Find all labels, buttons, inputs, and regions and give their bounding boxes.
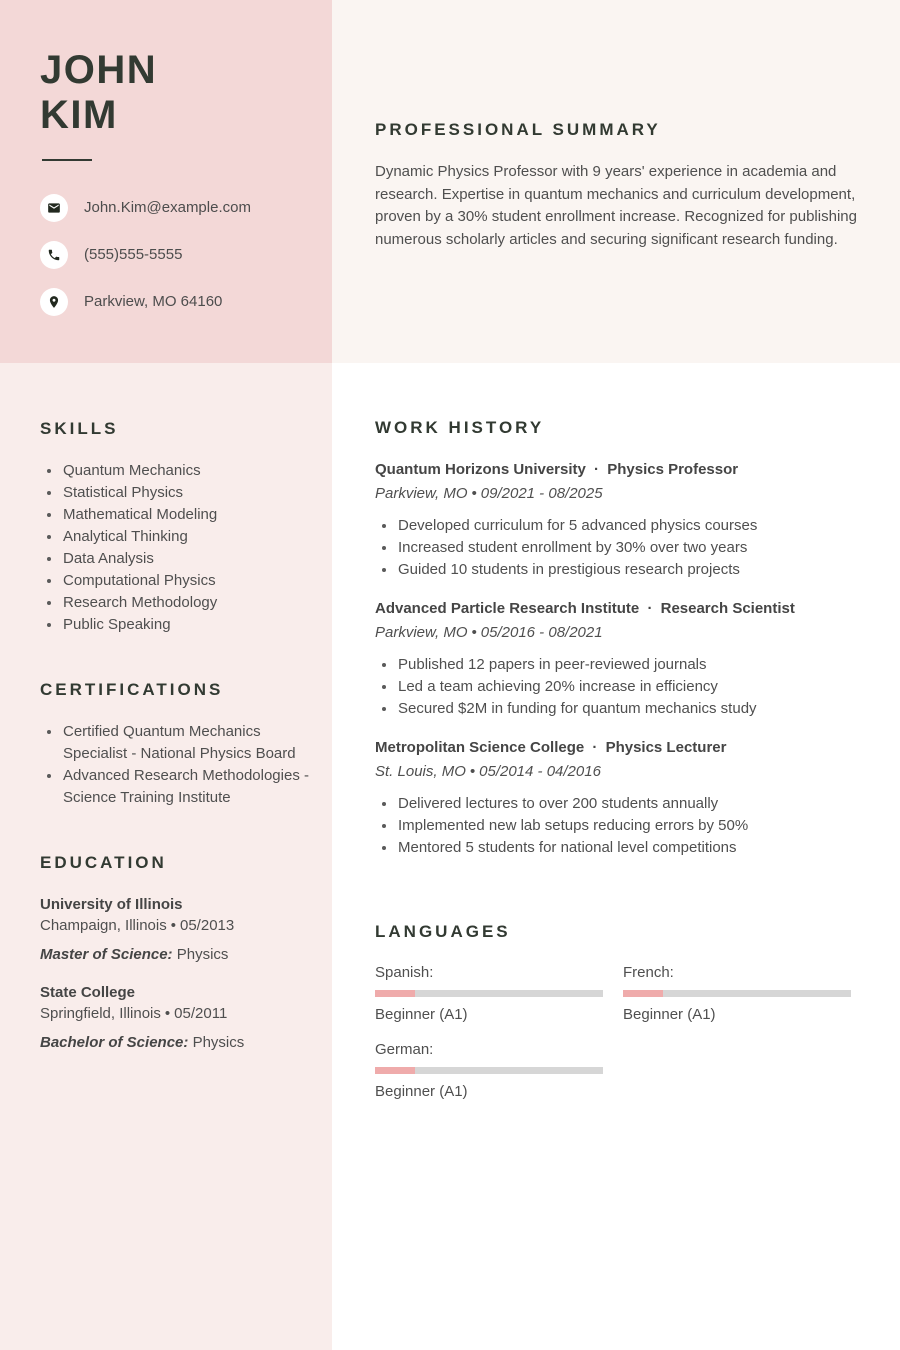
skills-list — [40, 460, 310, 636]
meta-separator: • — [471, 485, 477, 502]
language-level-fill — [375, 1067, 415, 1074]
certification-item: Advanced Research Methodologies - Science Training Institute — [40, 765, 310, 809]
job-entry — [375, 737, 866, 859]
job-meta — [375, 483, 866, 504]
education-meta — [40, 915, 310, 936]
job-dates: 09/2021 - 08/2025 — [480, 485, 603, 502]
education-date: 05/2011 — [174, 1005, 228, 1022]
education-entry — [40, 982, 310, 1051]
certifications-heading: CERTIFICATIONS — [40, 680, 224, 699]
education-heading: EDUCATION — [40, 853, 167, 872]
work-history-section — [375, 418, 866, 859]
title-separator: · — [647, 600, 653, 617]
skill-item: Data Analysis — [40, 548, 310, 570]
job-meta — [375, 761, 866, 782]
job-role: Physics Professor — [607, 461, 739, 478]
language-item — [375, 963, 603, 1025]
job-title — [375, 598, 866, 620]
job-bullet: Guided 10 students in prestigious research projects — [375, 559, 866, 581]
job-company: Metropolitan Science College — [375, 739, 585, 756]
job-bullet-list — [375, 654, 866, 720]
job-entry — [375, 598, 866, 720]
skill-item: Research Methodology — [40, 592, 310, 614]
certifications-section — [40, 680, 310, 809]
degree-label: Master of Science: — [40, 946, 173, 963]
education-location: Champaign, Illinois — [40, 917, 167, 934]
language-level-bar — [375, 990, 603, 997]
meta-separator: • — [164, 1005, 171, 1022]
title-separator: · — [592, 739, 598, 756]
job-bullet: Delivered lectures to over 200 students annually — [375, 793, 866, 815]
job-role: Physics Lecturer — [605, 739, 727, 756]
education-date: 05/2013 — [180, 917, 235, 934]
skill-item: Quantum Mechanics — [40, 460, 310, 482]
education-meta — [40, 1003, 310, 1024]
name-divider — [42, 159, 92, 161]
job-company: Advanced Particle Research Institute — [375, 600, 640, 617]
contact-list — [40, 194, 304, 316]
language-item — [375, 1040, 603, 1102]
education-section — [40, 853, 310, 1051]
languages-grid — [375, 963, 866, 1102]
language-level-fill — [623, 990, 663, 997]
contact-location — [40, 288, 304, 316]
education-degree — [40, 1034, 310, 1051]
job-bullet: Led a team achieving 20% increase in efficiency — [375, 676, 866, 698]
contact-email — [40, 194, 304, 222]
contact-location-text: Parkview, MO 64160 — [84, 293, 223, 311]
certification-item: Certified Quantum Mechanics Specialist - National Physics Board — [40, 721, 310, 765]
email-icon — [40, 194, 68, 222]
skills-heading: SKILLS — [40, 419, 119, 438]
language-label: German: — [375, 1041, 434, 1058]
summary-section — [332, 0, 900, 363]
language-level-text: Beginner (A1) — [375, 1006, 468, 1023]
job-bullet: Developed curriculum for 5 advanced physics courses — [375, 515, 866, 537]
candidate-last-name: KIM — [40, 92, 118, 137]
language-level-fill — [375, 990, 415, 997]
skill-item: Statistical Physics — [40, 482, 310, 504]
job-title — [375, 737, 866, 759]
contact-phone — [40, 241, 304, 269]
main-body — [332, 363, 900, 1350]
contact-phone-text: (555)555-5555 — [84, 246, 183, 264]
skill-item: Mathematical Modeling — [40, 504, 310, 526]
job-bullet-list — [375, 515, 866, 581]
meta-separator: • — [469, 763, 476, 780]
skills-section — [40, 419, 310, 636]
job-role: Research Scientist — [660, 600, 795, 617]
education-location: Springfield, Illinois — [40, 1005, 161, 1022]
language-level-text: Beginner (A1) — [623, 1006, 716, 1023]
education-degree — [40, 946, 310, 963]
skill-item: Computational Physics — [40, 570, 310, 592]
language-item — [623, 963, 851, 1025]
job-bullet: Secured $2M in funding for quantum mechanics study — [375, 698, 866, 720]
job-bullet: Increased student enrollment by 30% over two years — [375, 537, 866, 559]
summary-text: Dynamic Physics Professor with 9 years' experience in academia and research. Expertise in quantum mechanics and curriculum development, proven by a 30% student enrollment increase. Recognized for publishing numerous scholarly articles and securing significant research funding. — [375, 163, 857, 248]
sidebar — [0, 0, 332, 1350]
job-dates: 05/2014 - 04/2016 — [479, 763, 601, 780]
degree-field: Physics — [192, 1034, 245, 1051]
job-location: St. Louis, MO — [375, 763, 466, 780]
language-level-text: Beginner (A1) — [375, 1083, 468, 1100]
job-bullet: Published 12 papers in peer-reviewed journals — [375, 654, 866, 676]
work-history-heading: WORK HISTORY — [375, 418, 545, 437]
location-pin-icon — [40, 288, 68, 316]
degree-label: Bachelor of Science: — [40, 1034, 189, 1051]
contact-email-text: John.Kim@example.com — [84, 199, 251, 217]
education-entry — [40, 894, 310, 963]
skill-item: Public Speaking — [40, 614, 310, 636]
education-school: State College — [40, 984, 136, 1001]
language-level-bar — [375, 1067, 603, 1074]
job-bullet: Mentored 5 students for national level competitions — [375, 837, 866, 859]
meta-separator: • — [471, 624, 477, 641]
job-company: Quantum Horizons University — [375, 461, 586, 478]
job-location: Parkview, MO — [375, 624, 468, 641]
language-label: Spanish: — [375, 964, 434, 981]
summary-heading: PROFESSIONAL SUMMARY — [375, 120, 661, 139]
job-meta — [375, 622, 866, 643]
title-separator: · — [594, 461, 600, 478]
education-school: University of Illinois — [40, 896, 183, 913]
job-bullet-list — [375, 793, 866, 859]
job-title — [375, 459, 866, 481]
sidebar-body — [0, 363, 332, 1350]
job-location: Parkview, MO — [375, 485, 468, 502]
skill-item: Analytical Thinking — [40, 526, 310, 548]
job-entry — [375, 459, 866, 581]
phone-icon — [40, 241, 68, 269]
main-column — [332, 0, 900, 1350]
job-bullet: Implemented new lab setups reducing errors by 50% — [375, 815, 866, 837]
candidate-first-name: JOHN — [40, 48, 158, 92]
languages-heading: LANGUAGES — [375, 922, 511, 941]
sidebar-header — [0, 0, 332, 363]
candidate-name — [40, 48, 304, 138]
job-dates: 05/2016 - 08/2021 — [480, 624, 603, 641]
degree-field: Physics — [176, 946, 229, 963]
meta-separator: • — [170, 917, 176, 934]
language-level-bar — [623, 990, 851, 997]
certifications-list — [40, 721, 310, 809]
languages-section — [375, 922, 866, 1102]
language-label: French: — [623, 964, 674, 981]
